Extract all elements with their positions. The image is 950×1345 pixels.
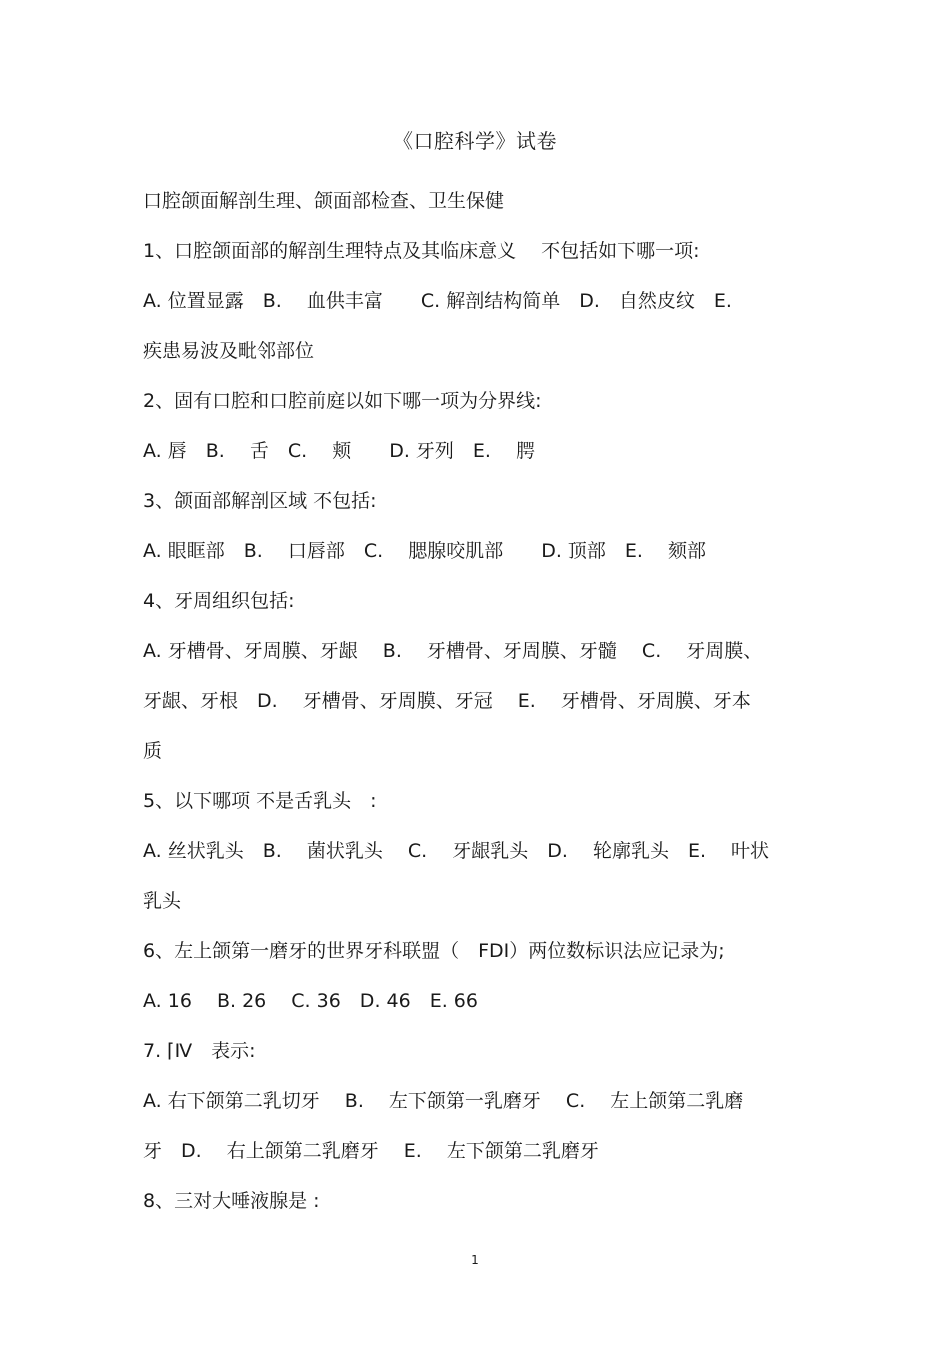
question-1: 1、口腔颌面部的解剖生理特点及其临床意义 不包括如下哪一项: (143, 240, 700, 262)
question-4-options-cont2: 质 (143, 740, 163, 762)
question-6-options: A. 16 B. 26 C. 36 D. 46 E. 66 (143, 990, 478, 1012)
question-4-options-cont: 牙龈、牙根 D. 牙槽骨、牙周膜、牙冠 E. 牙槽骨、牙周膜、牙本 (143, 690, 751, 712)
question-2: 2、固有口腔和口腔前庭以如下哪一项为分界线: (143, 390, 542, 412)
question-7-options: A. 右下颌第二乳切牙 B. 左下颌第一乳磨牙 C. 左上颌第二乳磨 (143, 1090, 744, 1112)
question-1-options-cont: 疾患易波及毗邻部位 (143, 340, 315, 362)
question-7: 7. ⌈Ⅳ 表示: (143, 1040, 256, 1062)
question-3: 3、颌面部解剖区域 不包括: (143, 490, 377, 512)
question-7-options-cont: 牙 D. 右上颌第二乳磨牙 E. 左下颌第二乳磨牙 (143, 1140, 599, 1162)
question-4: 4、牙周组织包括: (143, 590, 295, 612)
document-title: 《口腔科学》试卷 (393, 129, 557, 153)
question-1-options: A. 位置显露 B. 血供丰富 C. 解剖结构简单 D. 自然皮纹 E. (143, 290, 732, 312)
question-2-options: A. 唇 B. 舌 C. 颊 D. 牙列 E. 腭 (143, 440, 535, 462)
question-5-options: A. 丝状乳头 B. 菌状乳头 C. 牙龈乳头 D. 轮廓乳头 E. 叶状 (143, 840, 770, 862)
question-5-options-cont: 乳头 (143, 890, 182, 912)
question-3-options: A. 眼眶部 B. 口唇部 C. 腮腺咬肌部 D. 顶部 E. 颏部 (143, 540, 706, 562)
document-body (143, 176, 813, 1226)
question-6: 6、左上颌第一磨牙的世界牙科联盟（ FDI）两位数标识法应记录为; (143, 940, 725, 962)
section-heading: 口腔颌面解剖生理、颌面部检查、卫生保健 (143, 190, 505, 212)
question-4-options: A. 牙槽骨、牙周膜、牙龈 B. 牙槽骨、牙周膜、牙髓 C. 牙周膜、 (143, 640, 763, 662)
question-8: 8、三对大唾液腺是 : (143, 1190, 320, 1212)
question-5: 5、以下哪项 不是舌乳头 : (143, 790, 377, 812)
page-number: 1 (471, 1253, 479, 1267)
